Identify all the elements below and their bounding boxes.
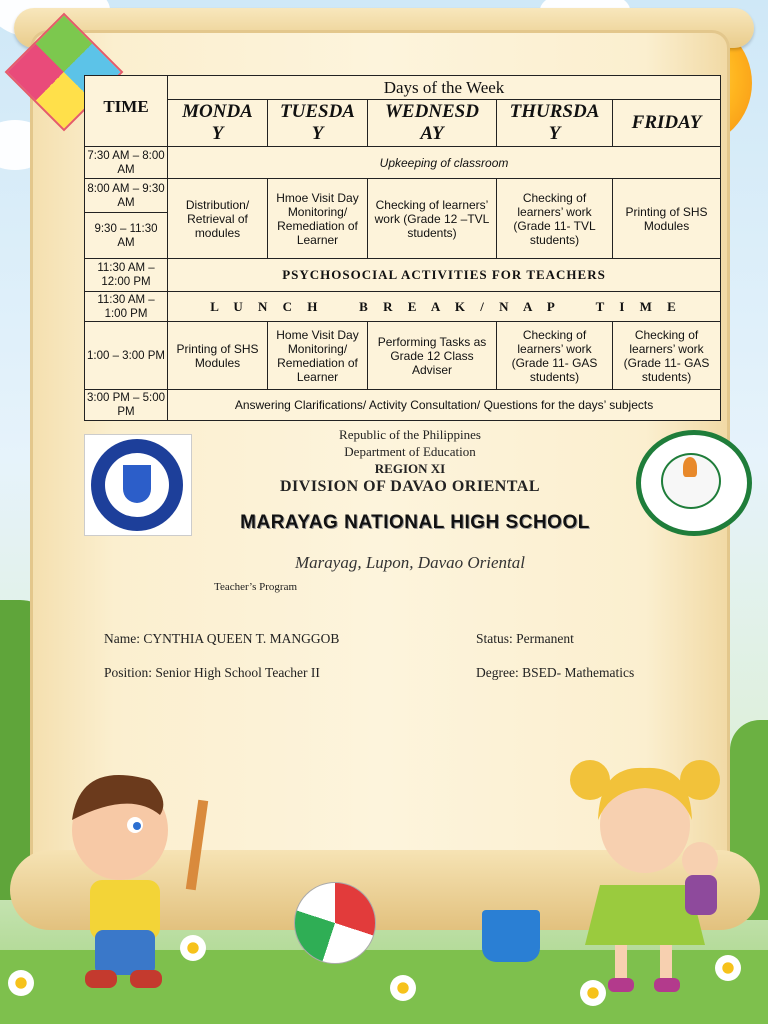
boy-illustration xyxy=(60,760,210,1000)
division-line: DIVISION OF DAVAO ORIENTAL xyxy=(279,478,540,495)
day-header-wednesday: WEDNESD AY xyxy=(368,100,497,147)
program-label: Teacher’s Program xyxy=(214,581,298,593)
lunch-break-cell: L U N C H B R E A K / N A P T I M E xyxy=(168,292,721,322)
time-slot: 11:30 AM – 1:00 PM xyxy=(85,292,168,322)
days-title: Days of the Week xyxy=(168,76,721,100)
flower-illustration xyxy=(180,935,206,961)
day-header-friday: FRIDAY xyxy=(613,100,721,147)
tue-morning-cell: Hmoe Visit Day Monitoring/ Remediation of Learner xyxy=(268,179,368,259)
time-slot: 11:30 AM – 12:00 PM xyxy=(85,259,168,292)
time-slot: 3:00 PM – 5:00 PM xyxy=(85,390,168,421)
republic-line: Republic of the Philippines xyxy=(339,427,481,442)
bucket-illustration xyxy=(482,910,540,962)
beach-ball-illustration xyxy=(294,882,376,964)
flower-illustration xyxy=(580,980,606,1006)
wed-morning-cell: Checking of learners’ work (Grade 12 –TVL students) xyxy=(368,179,497,259)
thu-afternoon-cell: Checking of learners’ work (Grade 11- GAS students) xyxy=(497,322,613,390)
time-slot: 1:00 – 3:00 PM xyxy=(85,322,168,390)
time-slot: 7:30 AM – 8:00 AM xyxy=(85,147,168,179)
time-header: TIME xyxy=(85,76,168,147)
teacher-name: Name: CYNTHIA QUEEN T. MANGGOB xyxy=(104,631,340,646)
school-name: MARAYAG NATIONAL HIGH SCHOOL xyxy=(240,512,590,533)
thu-morning-cell: Checking of learners’ work (Grade 11- TVL students) xyxy=(497,179,613,259)
teacher-status: Status: Permanent xyxy=(476,631,574,646)
fri-afternoon-cell: Checking of learners’ work (Grade 11- GAS students) xyxy=(613,322,721,390)
region-line: REGION XI xyxy=(374,461,446,476)
wed-afternoon-cell: Performing Tasks as Grade 12 Class Adviser xyxy=(368,322,497,390)
flower-illustration xyxy=(715,955,741,981)
time-slot: 8:00 AM – 9:30 AM xyxy=(85,179,168,213)
school-address: Marayag, Lupon, Davao Oriental xyxy=(295,553,525,572)
psychosocial-cell: PSYCHOSOCIAL ACTIVITIES FOR TEACHERS xyxy=(168,259,721,292)
day-header-tuesday: TUESDA Y xyxy=(268,100,368,147)
teacher-degree: Degree: BSED- Mathematics xyxy=(476,665,635,680)
mon-morning-cell: Distribution/ Retrieval of modules xyxy=(168,179,268,259)
fri-morning-cell: Printing of SHS Modules xyxy=(613,179,721,259)
upkeep-cell: Upkeeping of classroom xyxy=(168,147,721,179)
teacher-position: Position: Senior High School Teacher II xyxy=(104,665,320,680)
flower-illustration xyxy=(390,975,416,1001)
tue-afternoon-cell: Home Visit Day Monitoring/ Remediation of Learner xyxy=(268,322,368,390)
day-header-thursday: THURSDA Y xyxy=(497,100,613,147)
flower-illustration xyxy=(8,970,34,996)
late-afternoon-cell: Answering Clarifications/ Activity Consultation/ Questions for the days’ subjects xyxy=(168,390,721,421)
department-line: Department of Education xyxy=(344,444,476,459)
girl-illustration xyxy=(560,740,730,1000)
schedule-table xyxy=(84,75,721,421)
day-header-monday: MONDA Y xyxy=(168,100,268,147)
time-slot: 9:30 – 11:30 AM xyxy=(85,213,168,259)
mon-afternoon-cell: Printing of SHS Modules xyxy=(168,322,268,390)
